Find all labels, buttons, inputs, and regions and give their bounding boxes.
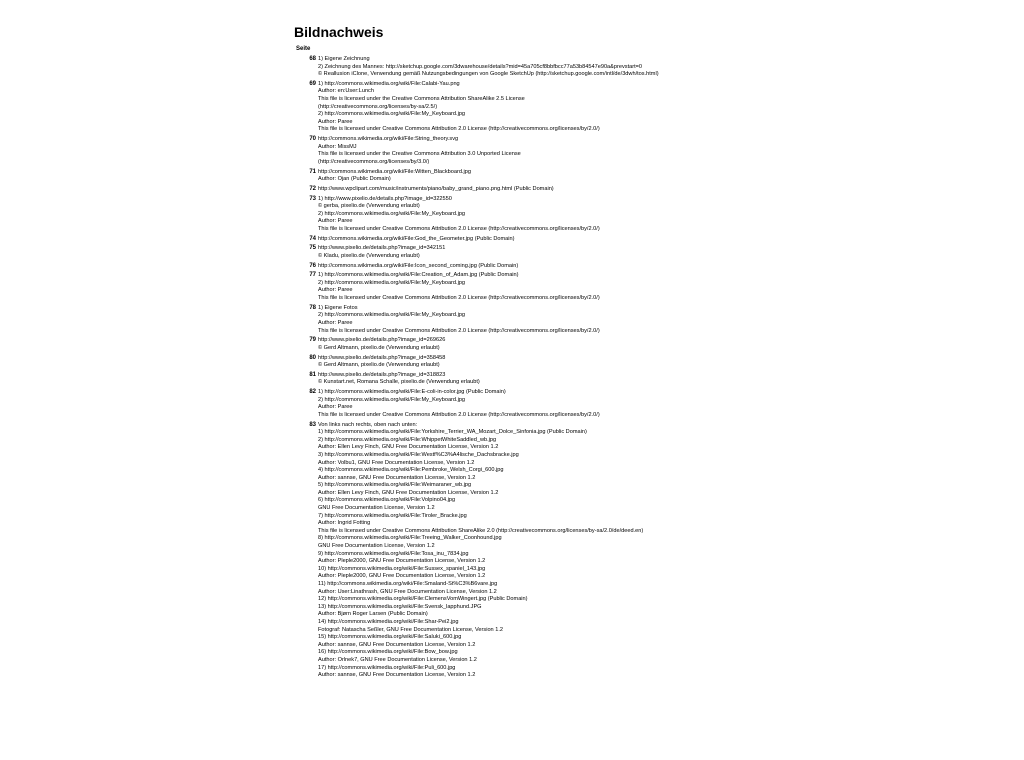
credit-line: Von links nach rechts, oben nach unten:: [318, 421, 418, 428]
credit-lines: [318, 186, 554, 194]
credit-line: This file is licensed under the Creative Commons Attribution ShareAlike 2.5 License: [318, 96, 525, 103]
credit-line: 1) http://commons.wikimedia.org/wiki/File:Yorkshire_Terrier_WA_Mozart_Dolce_Sinfonia.jpg (Public Domain): [318, 429, 587, 436]
credit-line: 2) http://commons.wikimedia.org/wiki/File:My_Keyboard.jpg: [318, 312, 466, 319]
credit-entry: [294, 81, 994, 134]
credit-lines: [318, 196, 600, 234]
credit-line: (http://creativecommons.org/licenses/by/3.0/): [318, 158, 430, 165]
credit-line: Author: Orlnek7, GNU Free Documentation License, Version 1.2: [318, 656, 477, 663]
page-number: 79: [309, 337, 316, 344]
page-number: 68: [309, 56, 316, 62]
credit-line: © gerba, pixelio.de (Verwendung erlaubt): [318, 203, 420, 210]
credit-line: Author: sannse, GNU Free Documentation License, Version 1.2: [318, 672, 476, 679]
credit-line: 5) http://commons.wikimedia.org/wiki/File:Weimaraner_wb.jpg: [318, 482, 472, 489]
credit-line: http://www.pixelio.de/details.php?image_id=318823: [318, 371, 446, 378]
credit-line: Author: sannse, GNU Free Documentation License, Version 1.2: [318, 474, 476, 481]
credit-line: http://www.pixelio.de/details.php?image_id=358458: [318, 354, 446, 361]
credit-line: Author: Pleple2000, GNU Free Documentation License, Version 1.2: [318, 573, 486, 580]
credit-entry: [294, 136, 994, 166]
credit-line: 14) http://commons.wikimedia.org/wiki/File:Shar-Pei2.jpg: [318, 618, 459, 625]
credit-line: http://www.pixelio.de/details.php?image_id=342151: [318, 245, 446, 252]
credit-line: http://commons.wikimedia.org/wiki/File:String_theory.svg: [318, 136, 459, 143]
page-number: 71: [309, 168, 316, 175]
credit-entry: [294, 263, 994, 271]
credit-lines: [318, 355, 445, 370]
credit-line: Fotograf: Natascha Seßler, GNU Free Documentation License, Version 1.2: [318, 626, 503, 633]
page-number: 82: [309, 389, 316, 396]
credit-line: Author: Volbu1, GNU Free Documentation License, Version 1.2: [318, 459, 475, 466]
page-number: 69: [309, 80, 316, 87]
credit-lines: [318, 169, 471, 184]
credit-line: Author: Paree: [318, 404, 353, 411]
page-number: 78: [309, 304, 316, 311]
credit-line: This file is licensed under Creative Commons Attribution ShareAlike 2.0 (http://creativecommons.org/licenses/by-sa/2.0/de/deed.en): [318, 527, 644, 534]
credit-line: Author: en:User:Lunch: [318, 88, 374, 95]
credit-line: 1) Eigene Fotos: [318, 304, 358, 311]
credit-line: This file is licensed under Creative Commons Attribution 2.0 License (http://creativecommons.org/licenses/by/2.0/): [318, 411, 600, 418]
credit-lines: [318, 305, 600, 335]
credit-line: This file is licensed under Creative Commons Attribution 2.0 License (http://creativecommons.org/licenses/by/2.0/): [318, 225, 600, 232]
credit-lines: [318, 422, 643, 680]
credit-line: 2) http://commons.wikimedia.org/wiki/File:WhippetWhiteSaddled_wb.jpg: [318, 436, 497, 443]
page-number: 80: [309, 354, 316, 361]
credit-line: Author: Paree: [318, 118, 353, 125]
credit-line: http://www.pixelio.de/details.php?image_id=269626: [318, 337, 446, 344]
page-number: 77: [309, 272, 316, 279]
credit-line: 12) http://commons.wikimedia.org/wiki/File:ClemensVomWingert.jpg (Public Domain): [318, 596, 528, 603]
credit-line: 11) http://commons.wikimedia.org/wiki/File:Smaland-St%C3%B6vare.jpg: [318, 581, 498, 587]
credit-line: 17) http://commons.wikimedia.org/wiki/File:Puli_600.jpg: [318, 664, 456, 671]
credit-line: © Kladu, pixelio.de (Verwendung erlaubt): [318, 252, 420, 259]
credit-line: Author: Pleple2000, GNU Free Documentation License, Version 1.2: [318, 558, 486, 565]
credit-line: (http://creativecommons.org/licenses/by-sa/2.5/): [318, 103, 438, 110]
credit-line: Author: Ojan (Public Domain): [318, 176, 391, 183]
credit-line: Author: sannse, GNU Free Documentation License, Version 1.2: [318, 641, 476, 648]
credit-line: Author: Bjørn Roger Larsen (Public Domain): [318, 611, 428, 618]
credit-line: 6) http://commons.wikimedia.org/wiki/File:Volpino04.jpg: [318, 497, 456, 504]
credit-line: 2) http://commons.wikimedia.org/wiki/File:My_Keyboard.jpg: [318, 396, 466, 403]
credit-line: Author: Ellen Levy Finch, GNU Free Documentation License, Version 1.2: [318, 489, 499, 496]
credit-line: GNU Free Documentation License, Version 1.2: [318, 505, 435, 512]
document-page: [294, 24, 994, 682]
credit-entry: [294, 355, 994, 370]
credit-line: Author: MissMJ: [318, 143, 357, 150]
credit-line: 1) Eigene Zeichnung: [318, 56, 370, 62]
credit-line: Author: Paree: [318, 287, 353, 294]
credit-line: GNU Free Documentation License, Version 1.2: [318, 543, 435, 550]
page-number: 72: [309, 185, 316, 192]
credit-line: Author: Ingrid Fotting: [318, 520, 371, 527]
credit-line: 1) http://commons.wikimedia.org/wiki/File:Calabi-Yau.png: [318, 80, 460, 87]
credit-line: © Gerd Altmann, pixelio.de (Verwendung erlaubt): [318, 344, 440, 351]
credit-entry: [294, 186, 994, 194]
credit-lines: [318, 337, 445, 352]
credit-line: 2) http://commons.wikimedia.org/wiki/File:My_Keyboard.jpg: [318, 111, 466, 118]
credit-line: 13) http://commons.wikimedia.org/wiki/File:Svensk_lapphund.JPG: [318, 603, 482, 610]
credit-entry: [294, 56, 994, 79]
credit-line: 2) http://commons.wikimedia.org/wiki/File:My_Keyboard.jpg: [318, 279, 466, 286]
credit-entry: [294, 337, 994, 352]
page-number: 76: [309, 262, 316, 269]
credit-line: Author: Paree: [318, 218, 353, 225]
credit-line: © Kunstart.net, Romana Schalle, pixelio.de (Verwendung erlaubt): [318, 379, 480, 386]
credit-line: http://www.wpclipart.com/music/instruments/piano/baby_grand_piano.png.html (Public Domain): [318, 185, 554, 192]
credit-line: 15) http://commons.wikimedia.org/wiki/File:Saluki_600.jpg: [318, 634, 462, 641]
credit-line: 3) http://commons.wikimedia.org/wiki/File:Westf%C3%A4lische_Dachsbracke.jpg: [318, 451, 519, 458]
credit-line: http://commons.wikimedia.org/wiki/File:Witten_Blackboard.jpg: [318, 168, 471, 175]
page-number: 73: [309, 195, 316, 202]
page-number: 83: [309, 421, 316, 428]
credit-lines: [318, 372, 480, 387]
column-header-seite: Seite: [296, 46, 311, 52]
credit-lines: [318, 56, 659, 79]
credit-line: This file is licensed under Creative Commons Attribution 2.0 License (http://creativecommons.org/licenses/by/2.0/): [318, 126, 600, 133]
credit-line: This file is licensed under Creative Commons Attribution 2.0 License (http://creativecommons.org/licenses/by/2.0/): [318, 327, 600, 334]
credit-lines: [318, 245, 445, 260]
credit-line: 8) http://commons.wikimedia.org/wiki/File:Treeing_Walker_Coonhound.jpg: [318, 535, 502, 542]
credit-lines: [318, 272, 600, 302]
credit-line: 1) http://www.pixelio.de/details.php?image_id=322550: [318, 195, 452, 202]
credit-lines: [318, 136, 521, 166]
credit-line: 10) http://commons.wikimedia.org/wiki/File:Sussex_spaniel_143.jpg: [318, 565, 486, 572]
credit-line: http://commons.wikimedia.org/wiki/File:Icon_second_coming.jpg (Public Domain): [318, 262, 519, 269]
credit-entry: [294, 272, 994, 302]
credit-line: 2) http://commons.wikimedia.org/wiki/File:My_Keyboard.jpg: [318, 210, 466, 217]
page-number: 75: [309, 245, 316, 252]
credit-line: This file is licensed under the Creative Commons Attribution 3.0 Unported License: [318, 151, 521, 158]
credit-line: © Reallusion iClone, Verwendung gemäß Nutzungsbedingungen von Google SketchUp (http://sketchup.google.com/intl/de/3dwh/tos.html): [318, 71, 659, 78]
credit-entry: [294, 245, 994, 260]
credit-line: 1) http://commons.wikimedia.org/wiki/File:Creation_of_Adam.jpg (Public Domain): [318, 272, 519, 279]
page-number: 70: [309, 136, 316, 143]
page-number: 81: [309, 371, 316, 378]
page-title: Bildnachweis: [294, 24, 384, 40]
credit-entry: [294, 389, 994, 419]
credit-line: 7) http://commons.wikimedia.org/wiki/File:Tiroler_Bracke.jpg: [318, 512, 467, 519]
credit-lines: [318, 81, 600, 134]
credit-line: Author: Paree: [318, 319, 353, 326]
credit-line: This file is licensed under Creative Commons Attribution 2.0 License (http://creativecommons.org/licenses/by/2.0/): [318, 295, 600, 302]
credit-line: 2) Zeichnung des Mannes: http://sketchup.google.com/3dwarehouse/details?mid=45a705cf8bbfbcc77a53b84547e90a&prevstart=0: [318, 63, 643, 70]
credit-entry: [294, 305, 994, 335]
credit-lines: [318, 236, 514, 244]
credit-entry: [294, 196, 994, 234]
credit-line: 4) http://commons.wikimedia.org/wiki/File:Pembroke_Welsh_Corgi_600.jpg: [318, 467, 504, 474]
credit-entry: [294, 372, 994, 387]
credits-list: [294, 56, 994, 680]
credit-line: 1) http://commons.wikimedia.org/wiki/File:E-coli-in-color.jpg (Public Domain): [318, 389, 506, 396]
credit-line: 16) http://commons.wikimedia.org/wiki/File:Bow_bow.jpg: [318, 649, 458, 656]
credit-lines: [318, 389, 600, 419]
credit-line: © Gerd Altmann, pixelio.de (Verwendung erlaubt): [318, 362, 440, 369]
credit-line: 9) http://commons.wikimedia.org/wiki/File:Tosa_inu_7834.jpg: [318, 550, 469, 557]
credit-entry: [294, 236, 994, 244]
page-number: 74: [309, 235, 316, 242]
credit-entry: [294, 422, 994, 680]
credit-entry: [294, 169, 994, 184]
credit-lines: [318, 263, 518, 271]
credit-line: Author: User:Linathrash, GNU Free Documentation License, Version 1.2: [318, 588, 497, 595]
credit-line: http://commons.wikimedia.org/wiki/File:God_the_Geometer.jpg (Public Domain): [318, 235, 515, 242]
credit-line: Author: Ellen Levy Finch, GNU Free Documentation License, Version 1.2: [318, 444, 499, 451]
